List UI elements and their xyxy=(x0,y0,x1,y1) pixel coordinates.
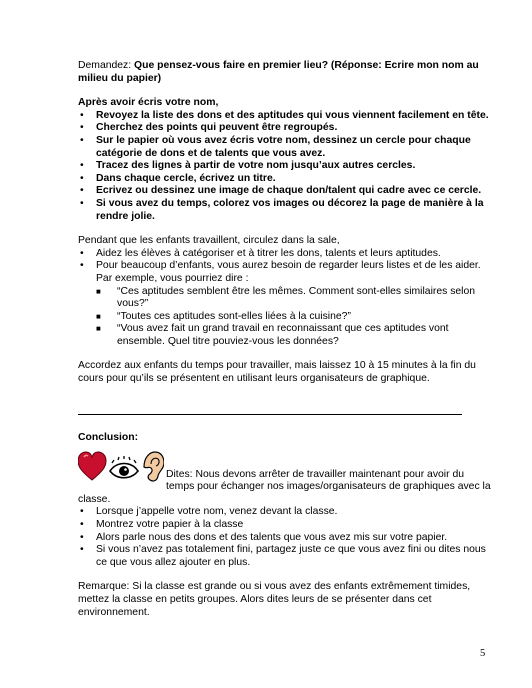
square-bullet-icon: ■ xyxy=(96,324,101,334)
icon-group xyxy=(78,451,164,483)
bullet-icon: • xyxy=(80,109,84,121)
conclusion-section xyxy=(78,432,492,619)
bullet-icon: • xyxy=(80,197,84,209)
timing-paragraph: Accordez aux enfants du temps pour travailler, mais laissez 10 à 15 minutes à la fin du cours pour qu’ils se présentent en utilisant leurs organisateurs de graphique. xyxy=(78,360,476,385)
bullet-icon: • xyxy=(80,172,84,184)
section-divider xyxy=(78,414,462,415)
circulate-lead: Pendant que les enfants travaillent, circulez dans la sale, xyxy=(78,235,340,247)
list-item: • Cherchez des points qui peuvent être regroupés. xyxy=(80,122,338,134)
conclusion-list xyxy=(78,506,492,569)
list-item: • Lorsque j’appelle votre nom, venez devant la classe. xyxy=(80,506,338,518)
intro-paragraph xyxy=(78,60,492,85)
list-item: ■ “Vous avez fait un grand travail en reconnaissant que ces aptitudes vont ensemble. Quel titre pouviez-vous les données? xyxy=(96,323,449,347)
list-item: ■ “Toutes ces aptitudes sont-elles liées à la cuisine?” xyxy=(96,310,351,322)
conclusion-heading: Conclusion: xyxy=(78,432,139,443)
bullet-icon: • xyxy=(80,185,84,197)
intro-question: Que pensez-vous faire en premier lieu? (Réponse: Ecrire mon nom au milieu du papier) xyxy=(78,60,479,84)
list-item: ■ “Ces aptitudes semblent être les mêmes. Comment sont-elles similaires selon vous?” xyxy=(96,285,476,310)
list-item: • Montrez votre papier à la classe xyxy=(80,518,244,530)
list-item: • Tracez des lignes à partir de votre nom jusqu’aux autres cercles. xyxy=(80,160,416,172)
square-bullet-icon: ■ xyxy=(96,311,101,321)
bullet-icon: • xyxy=(80,260,84,272)
intro-section xyxy=(78,60,492,386)
bullet-icon: • xyxy=(80,122,84,134)
bullet-icon: • xyxy=(80,247,84,259)
steps-lead: Après avoir écris votre nom, xyxy=(78,97,219,109)
bullet-icon: • xyxy=(80,531,84,543)
eye-icon xyxy=(110,456,138,478)
bullet-icon: • xyxy=(80,160,84,172)
heart-icon xyxy=(78,452,106,480)
list-item: • Alors parle nous des dons et des talents que vous avez mis sur votre papier. xyxy=(80,531,448,543)
steps-list xyxy=(78,110,492,223)
square-bullet-icon: ■ xyxy=(96,286,101,296)
page-number: 5 xyxy=(480,648,486,659)
intro-prefix: Demandez: xyxy=(78,60,135,71)
ear-icon xyxy=(144,452,164,481)
bullet-icon: • xyxy=(80,544,84,556)
list-item: • Dans chaque cercle, écrivez un titre. xyxy=(80,172,276,184)
remark-paragraph: Remarque: Si la classe est grande ou si vous avez des enfants extrêmement timides, mettez la classe en petits groupes. Alors dites leurs de se présenter dans cet environnement. xyxy=(78,581,471,618)
list-item: • Sur le papier où vous avez écris votre nom, dessinez un cercle pour chaque catégorie de dons et de talents que vous avez. xyxy=(80,134,471,159)
list-item: • Ecrivez ou dessinez une image de chaque don/talent qui cadre avec ce cercle. xyxy=(80,185,482,197)
says-paragraph: Dites: Nous devons arrêter de travailler maintenant pour avoir du temps pour échanger nos images/organisateurs de graphiques avec la classe. xyxy=(78,453,492,507)
bullet-icon: • xyxy=(80,506,84,518)
list-item: • Revoyez la liste des dons et des aptitudes qui vous viennent facilement en tête. xyxy=(80,109,489,121)
list-item: • Si vous n’avez pas totalement fini, partagez juste ce que vous avez fini ou dites nous ce que vous allez ajouter en plus. xyxy=(80,544,486,568)
list-item: • Pour beaucoup d’enfants, vous aurez besoin de regarder leurs listes et de les aider. Par exemple, vous pourriez dire : xyxy=(80,260,481,284)
circulate-list xyxy=(78,248,492,349)
bullet-icon: • xyxy=(80,134,84,146)
list-item: • Si vous avez du temps, colorez vos images ou décorez la page de manière à la rendre jolie. xyxy=(80,197,484,222)
bullet-icon: • xyxy=(80,518,84,530)
list-item: • Aidez les élèves à catégoriser et à titrer les dons, talents et leurs aptitudes. xyxy=(80,247,441,259)
